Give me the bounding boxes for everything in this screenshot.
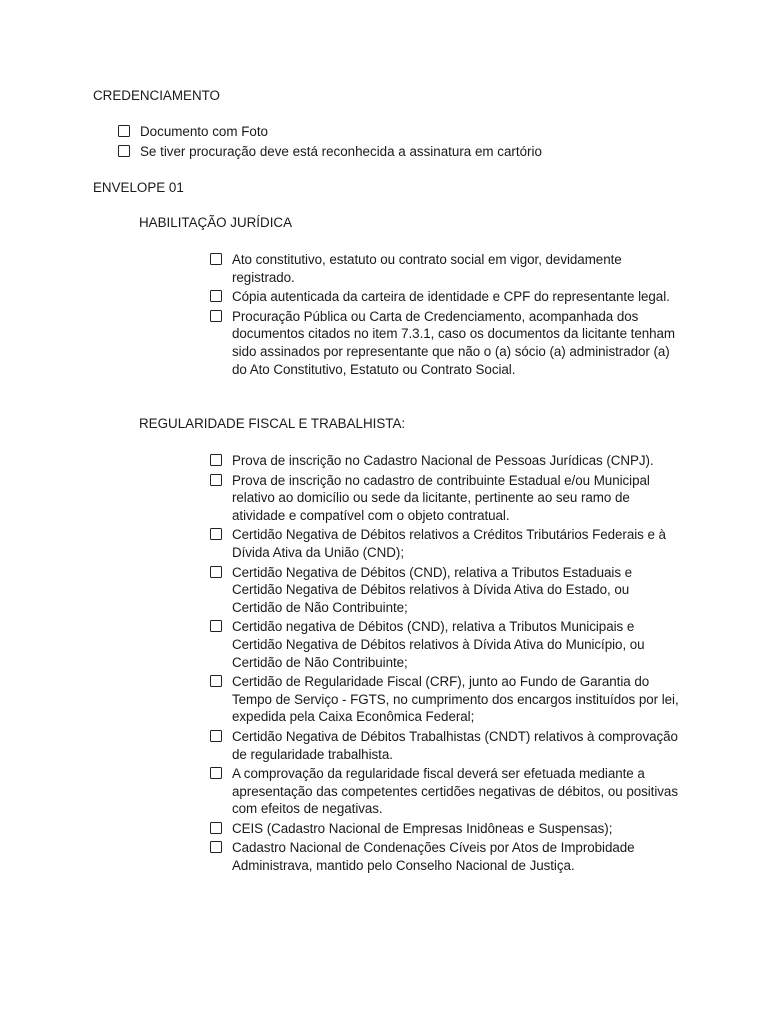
checklist-item [210, 564, 680, 617]
checkbox[interactable] [118, 145, 130, 157]
checklist-item [210, 820, 680, 838]
checklist-item [210, 673, 680, 726]
checkbox[interactable] [210, 528, 222, 540]
checklist-item-label: Certidão Negativa de Débitos (CND), relativa a Tributos Estaduais e Certidão Negativa de Débitos relativos à Dívida Ativa do Estado, ou Certidão de Não Contribuinte; [232, 564, 633, 615]
checklist-item-label: Se tiver procuração deve está reconhecida a assinatura em cartório [140, 143, 542, 159]
checklist-item [210, 728, 680, 763]
checklist-item [210, 452, 680, 470]
checklist-item-label: Certidão Negativa de Débitos Trabalhistas (CNDT) relativos à comprovação de regularidade trabalhista. [232, 728, 678, 762]
checkbox[interactable] [210, 620, 222, 632]
regularidade-checklist [210, 452, 680, 877]
checkbox[interactable] [118, 125, 130, 137]
checkbox[interactable] [210, 253, 222, 265]
checklist-item [118, 143, 738, 161]
checklist-item-label: Certidão Negativa de Débitos relativos a Créditos Tributários Federais e à Dívida Ativa da União (CND); [232, 527, 666, 560]
checkbox[interactable] [210, 310, 222, 322]
checklist-item [210, 251, 680, 286]
checklist-item [118, 123, 738, 141]
checklist-item-label: A comprovação da regularidade fiscal deverá ser efetuada mediante a apresentação das competentes certidões negativas de débitos, ou positivas com efeitos de negativas. [232, 766, 678, 817]
checklist-item [210, 288, 680, 306]
checklist-item-label: Certidão negativa de Débitos (CND), relativa a Tributos Municipais e Certidão Negativa de Débitos relativos à Dívida Ativa do Município, ou Certidão de Não Contribuinte; [232, 619, 645, 670]
checkbox[interactable] [210, 566, 222, 578]
credenciamento-heading: CREDENCIAMENTO [93, 88, 220, 103]
checklist-item [210, 308, 680, 378]
checklist-item [210, 618, 680, 671]
checklist-item-label: Prova de inscrição no cadastro de contribuinte Estadual e/ou Municipal relativo ao domicílio ou sede da licitante, pertinente ao seu ramo de atividade e compatível com o objeto contratual. [232, 472, 650, 523]
checkbox[interactable] [210, 474, 222, 486]
checklist-item-label: Procuração Pública ou Carta de Credenciamento, acompanhada dos documentos citados no item 7.3.1, caso os documentos da licitante tenham sido assinados por representante que não o (a) sócio (a) administrador (a) do Ato Constitutivo, Estatuto ou Contrato Social. [232, 308, 676, 377]
checkbox[interactable] [210, 841, 222, 853]
checkbox[interactable] [210, 767, 222, 779]
checklist-item-label: Cópia autenticada da carteira de identidade e CPF do representante legal. [232, 289, 670, 305]
checklist-item [210, 765, 680, 818]
checkbox[interactable] [210, 454, 222, 466]
checkbox[interactable] [210, 290, 222, 302]
checklist-item-label: Certidão de Regularidade Fiscal (CRF), junto ao Fundo de Garantia do Tempo de Serviço - FGTS, no cumprimento dos encargos instituídos por lei, expedida pela Caixa Econômica Federal; [232, 674, 679, 725]
habilitacao-checklist [210, 251, 680, 380]
checklist-item-label: Documento com Foto [140, 124, 269, 139]
regularidade-heading: REGULARIDADE FISCAL E TRABALHISTA: [139, 416, 406, 431]
checkbox[interactable] [210, 822, 222, 834]
envelope-heading: ENVELOPE 01 [93, 180, 184, 195]
habilitacao-heading: HABILITAÇÃO JURÍDICA [139, 215, 293, 230]
checklist-item [210, 526, 680, 561]
checklist-item-label: Ato constitutivo, estatuto ou contrato social em vigor, devidamente registrado. [232, 252, 622, 285]
checklist-item-label: Prova de inscrição no Cadastro Nacional de Pessoas Jurídicas (CNPJ). [232, 453, 654, 468]
checklist-item-label: Cadastro Nacional de Condenações Cíveis por Atos de Improbidade Administrava, mantido pelo Conselho Nacional de Justiça. [232, 840, 635, 874]
checklist-item-label: CEIS (Cadastro Nacional de Empresas Inidôneas e Suspensas); [232, 820, 613, 836]
checklist-item [210, 472, 680, 525]
checklist-item [210, 839, 680, 874]
credenciamento-checklist [118, 123, 738, 162]
checkbox[interactable] [210, 730, 222, 742]
checkbox[interactable] [210, 675, 222, 687]
